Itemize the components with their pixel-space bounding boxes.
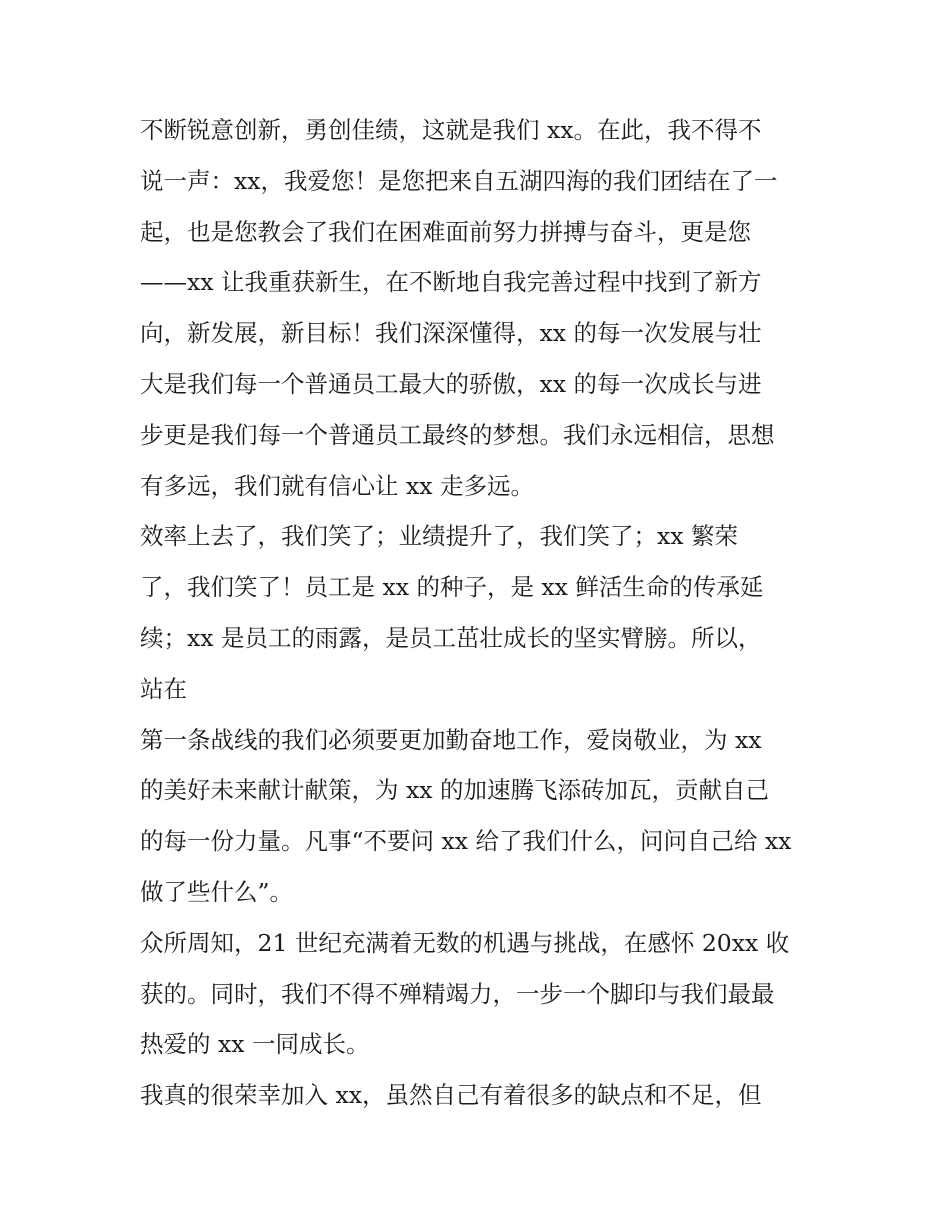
text-line: 不断锐意创新，勇创佳绩，这就是我们 xx。在此，我不得不	[140, 116, 762, 144]
text-line: 了，我们笑了！员工是 xx 的种子，是 xx 鲜活生命的传承延	[140, 573, 764, 602]
text-line: 续；xx 是员工的雨露，是员工茁壮成长的坚实臂膀。所以，	[140, 623, 762, 652]
text-line: 步更是我们每一个普通员工最终的梦想。我们永远相信，思想	[140, 420, 775, 449]
text-line: 说一声：xx，我爱您！是您把来自五湖四海的我们团结在了一	[140, 166, 778, 195]
text-line: 热爱的 xx 一同成长。	[140, 1030, 370, 1059]
text-line: 获的。同时，我们不得不殚精竭力，一步一个脚印与我们最最	[140, 979, 775, 1008]
text-line: ——xx 让我重获新生，在不断地自我完善过程中找到了新方	[140, 268, 762, 297]
text-line: 我真的很荣幸加入 xx，虽然自己有着很多的缺点和不足，但	[140, 1081, 762, 1110]
text-line: 的美好未来献计献策，为 xx 的加速腾飞添砖加瓦，贡献自己	[140, 776, 769, 805]
text-line: 向，新发展，新目标！我们深深懂得，xx 的每一次发展与壮	[140, 319, 762, 348]
document-body	[140, 105, 830, 1121]
text-line: 站在	[140, 674, 187, 703]
text-line: 大是我们每一个普通员工最大的骄傲，xx 的每一次成长与进	[140, 369, 762, 398]
text-line: 起，也是您教会了我们在困难面前努力拼搏与奋斗，更是您	[140, 217, 751, 246]
text-line: 效率上去了，我们笑了；业绩提升了，我们笑了；xx 繁荣	[140, 522, 738, 551]
text-line: 众所周知，21 世纪充满着无数的机遇与挑战，在感怀 20xx 收	[140, 928, 790, 957]
text-line: 第一条战线的我们必须要更加勤奋地工作，爱岗敬业，为 xx	[140, 725, 762, 754]
text-line: 有多远，我们就有信心让 xx 走多远。	[140, 471, 534, 500]
text-line: 的每一份力量。凡事“不要问 xx 给了我们什么，问问自己给 xx	[140, 827, 792, 856]
text-line: 做了些什么”。	[140, 877, 294, 906]
